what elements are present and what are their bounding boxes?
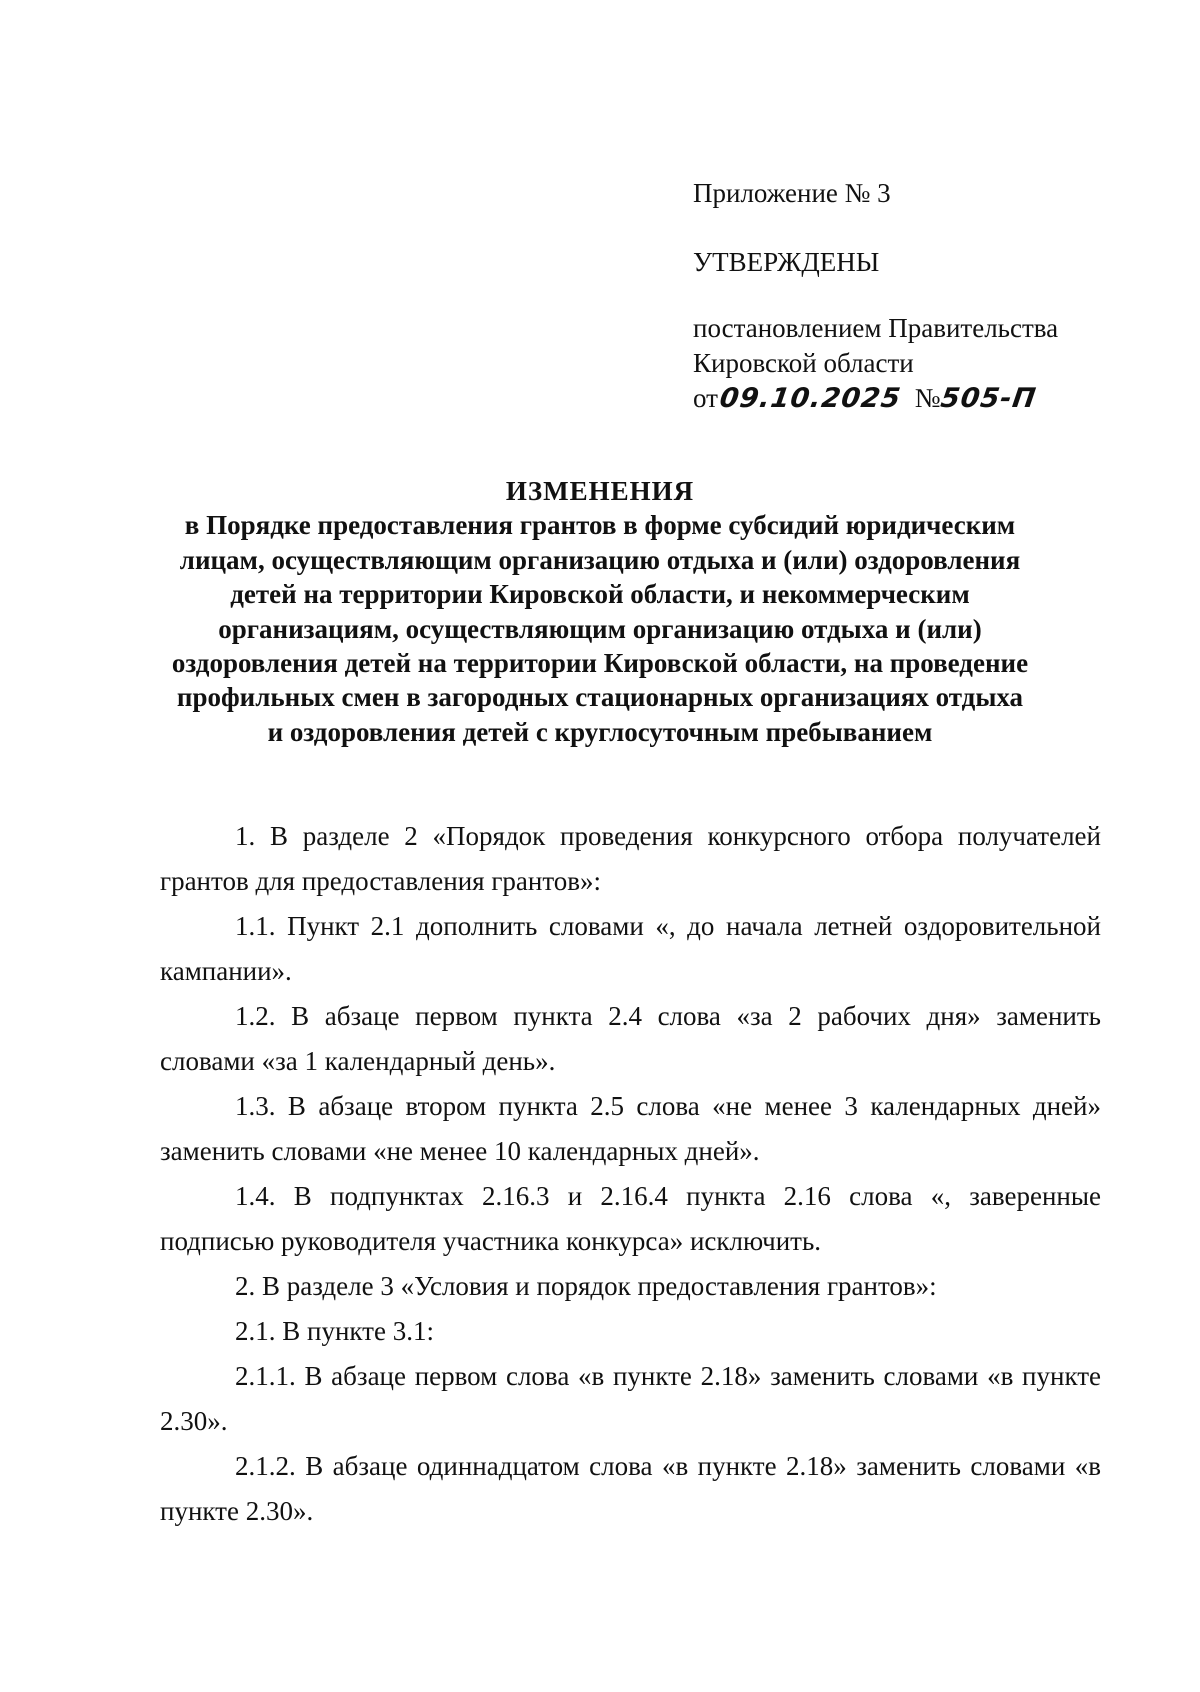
title-line: профильных смен в загородных стационарных организациях отдыха	[176, 682, 1024, 713]
title-line: детей на территории Кировской области, и некоммерческим	[230, 579, 970, 610]
title-line: и оздоровления детей с круглосуточным пребыванием	[267, 716, 933, 747]
body-paragraph: 1.2. В абзаце первом пункта 2.4 слова «за 2 рабочих дня» заменить словами «за 1 календарный день».	[160, 1001, 1101, 1076]
body-paragraph: 1.1. Пункт 2.1 дополнить словами «, до начала летней оздоровительной кампании».	[160, 911, 1101, 986]
number-prefix: №	[914, 383, 941, 413]
body-paragraph: 2.1.2. В абзаце одиннадцатом слова «в пункте 2.18» заменить словами «в пункте 2.30».	[160, 1451, 1101, 1526]
from-prefix: от	[693, 383, 718, 413]
title-line: оздоровления детей на территории Кировской области, на проведение	[171, 648, 1029, 679]
handwritten-number: 505-П	[938, 383, 1038, 414]
title-line: в Порядке предоставления грантов в форме субсидий юридическим	[184, 510, 1016, 541]
document-body	[160, 814, 1101, 1534]
decree-date-number	[693, 381, 1058, 416]
approved-label: УТВЕРЖДЕНЫ	[693, 247, 880, 277]
approval-block	[693, 176, 1113, 414]
title-line: лицам, осуществляющим организацию отдыха и (или) оздоровления	[179, 544, 1021, 575]
body-paragraph: 1. В разделе 2 «Порядок проведения конкурсного отбора получателей грантов для предоставления грантов»:	[160, 821, 1101, 896]
document-title	[130, 474, 1070, 749]
body-paragraph: 2. В разделе 3 «Условия и порядок предоставления грантов»:	[235, 1271, 937, 1301]
decree-line-2: Кировской области	[693, 348, 914, 378]
decree-reference	[693, 311, 1058, 416]
decree-line-1: постановлением Правительства	[693, 313, 1059, 343]
body-paragraph: 1.3. В абзаце втором пункта 2.5 слова «не менее 3 календарных дней» заменить словами «не менее 10 календарных дней».	[160, 1091, 1101, 1166]
body-paragraph: 2.1.1. В абзаце первом слова «в пункте 2.18» заменить словами «в пункте 2.30».	[160, 1361, 1101, 1436]
title-line: организациям, осуществляющим организацию отдыха и (или)	[218, 613, 982, 644]
appendix-label: Приложение № 3	[693, 178, 891, 208]
body-paragraph: 2.1. В пункте 3.1:	[235, 1316, 434, 1346]
handwritten-date: 09.10.2025	[717, 383, 903, 414]
title-heading: ИЗМЕНЕНИЯ	[505, 476, 695, 506]
body-paragraph: 1.4. В подпунктах 2.16.3 и 2.16.4 пункта 2.16 слова «, заверенные подписью руководителя участника конкурса» исключить.	[160, 1181, 1101, 1256]
